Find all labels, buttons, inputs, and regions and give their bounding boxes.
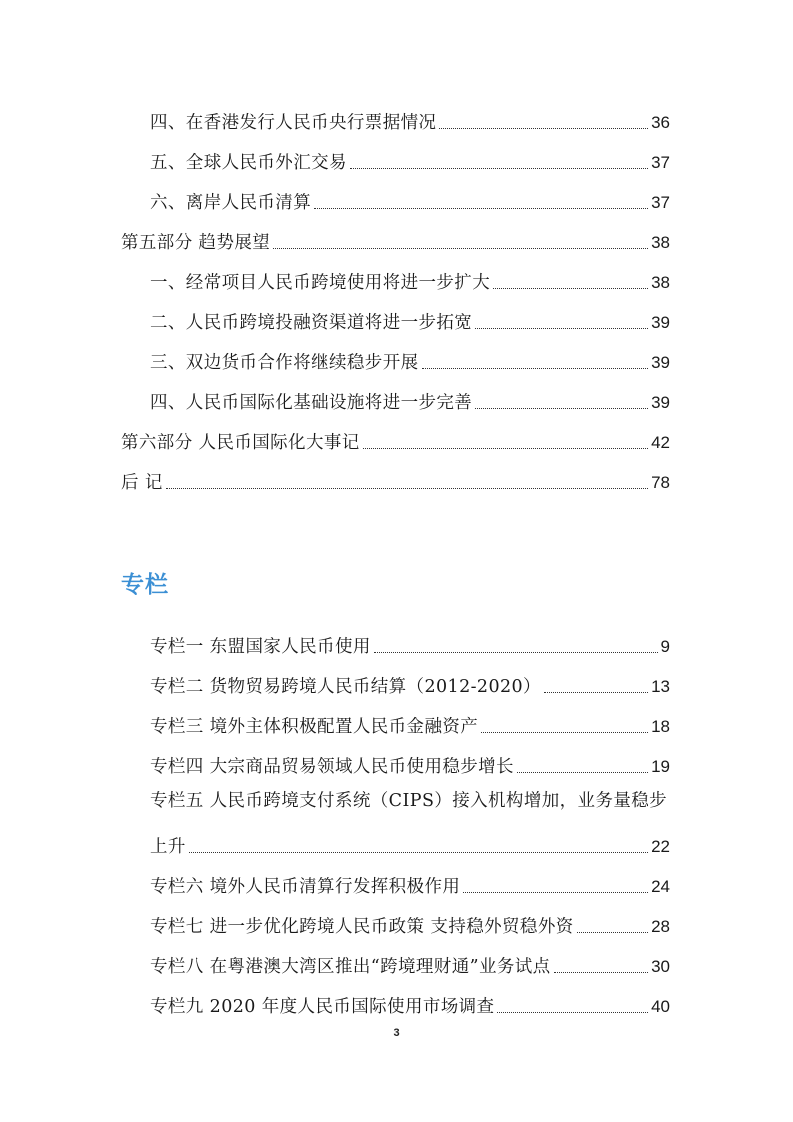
dot-leader (577, 932, 648, 933)
column-entry[interactable] (150, 870, 670, 898)
dot-leader (189, 852, 648, 853)
column-entry[interactable] (150, 750, 670, 778)
dot-leader (422, 368, 649, 369)
dot-leader (481, 732, 648, 733)
column-entry-page: 19 (651, 757, 670, 776)
column-entry-title: 专栏七 进一步优化跨境人民币政策 支持稳外贸稳外资 (150, 917, 574, 937)
column-entry-title: 专栏九 2020 年度人民币国际使用市场调查 (150, 997, 495, 1017)
toc-entry-title: 六、离岸人民币清算 (150, 193, 312, 213)
column-entry-title: 专栏二 货物贸易跨境人民币结算（2012-2020） (150, 677, 541, 697)
dot-leader (166, 488, 648, 489)
toc-entry-page: 39 (651, 353, 670, 372)
toc-entry-page: 37 (651, 193, 670, 212)
toc-entry-page: 37 (651, 153, 670, 172)
dot-leader (273, 248, 648, 249)
columns-heading: 专栏 (121, 572, 169, 598)
column-entry-title: 上升 (150, 837, 186, 857)
dot-leader (463, 892, 648, 893)
column-entry-page: 30 (651, 957, 670, 976)
toc-entry[interactable] (150, 306, 670, 334)
toc-entry[interactable] (150, 346, 670, 374)
toc-entry-title: 四、在香港发行人民币央行票据情况 (150, 113, 437, 133)
column-entry-page: 18 (651, 717, 670, 736)
dot-leader (554, 972, 649, 973)
toc-part-entry[interactable] (121, 226, 670, 254)
column-entry-page: 40 (651, 997, 670, 1016)
column-entry[interactable] (150, 630, 670, 658)
column-entry-title: 专栏四 大宗商品贸易领域人民币使用稳步增长 (150, 757, 514, 777)
column-entry-page: 24 (651, 877, 670, 896)
toc-entry-title: 第五部分 趋势展望 (121, 233, 271, 253)
column-entry[interactable] (150, 670, 670, 698)
toc-entry-title: 第六部分 人民币国际化大事记 (121, 433, 360, 453)
toc-entry-page: 42 (651, 433, 670, 452)
toc-entry[interactable] (150, 266, 670, 294)
toc-entry-title: 后 记 (121, 473, 163, 493)
column-entry-title-wrapped[interactable]: 专栏五 人民币跨境支付系统（CIPS）接入机构增加，业务量稳步 (150, 791, 668, 811)
column-entry-title: 专栏三 境外主体积极配置人民币金融资产 (150, 717, 479, 737)
toc-entry-title: 一、经常项目人民币跨境使用将进一步扩大 (150, 273, 491, 293)
toc-entry-page: 39 (651, 393, 670, 412)
dot-leader (374, 652, 658, 653)
toc-entry-page: 78 (651, 473, 670, 492)
toc-entry-title: 四、人民币国际化基础设施将进一步完善 (150, 393, 473, 413)
toc-entry-title: 三、双边货币合作将继续稳步开展 (150, 353, 419, 373)
column-entry[interactable] (150, 910, 670, 938)
column-entry-page: 28 (651, 917, 670, 936)
toc-entry-page: 36 (651, 113, 670, 132)
toc-entry-page: 39 (651, 313, 670, 332)
column-entry-page: 9 (660, 637, 670, 656)
dot-leader (439, 128, 648, 129)
toc-entry-page: 38 (651, 273, 670, 292)
column-entry-page: 13 (651, 677, 670, 696)
toc-entry[interactable] (150, 386, 670, 414)
column-entry-title: 专栏六 境外人民币清算行发挥积极作用 (150, 877, 461, 897)
dot-leader (475, 328, 648, 329)
dot-leader (363, 448, 648, 449)
column-entry-title: 专栏一 东盟国家人民币使用 (150, 637, 371, 657)
column-entry[interactable] (150, 830, 670, 858)
dot-leader (517, 772, 648, 773)
toc-entry-title: 二、人民币跨境投融资渠道将进一步拓宽 (150, 313, 473, 333)
column-entry[interactable] (150, 950, 670, 978)
toc-entry[interactable] (150, 186, 670, 214)
toc-entry[interactable] (150, 106, 670, 134)
dot-leader (493, 288, 648, 289)
dot-leader (475, 408, 648, 409)
page-number: 3 (393, 1027, 400, 1039)
dot-leader (314, 208, 648, 209)
toc-entry[interactable] (150, 146, 670, 174)
toc-entry-title: 五、全球人民币外汇交易 (150, 153, 347, 173)
dot-leader (350, 168, 648, 169)
column-entry-page: 22 (651, 837, 670, 856)
toc-part-entry[interactable] (121, 426, 670, 454)
column-entry[interactable] (150, 990, 670, 1018)
dot-leader (544, 692, 648, 693)
toc-entry-page: 38 (651, 233, 670, 252)
toc-part-entry[interactable] (121, 466, 670, 494)
column-entry[interactable] (150, 710, 670, 738)
column-entry-title: 专栏八 在粤港澳大湾区推出“跨境理财通”业务试点 (150, 957, 551, 977)
dot-leader (497, 1012, 648, 1013)
